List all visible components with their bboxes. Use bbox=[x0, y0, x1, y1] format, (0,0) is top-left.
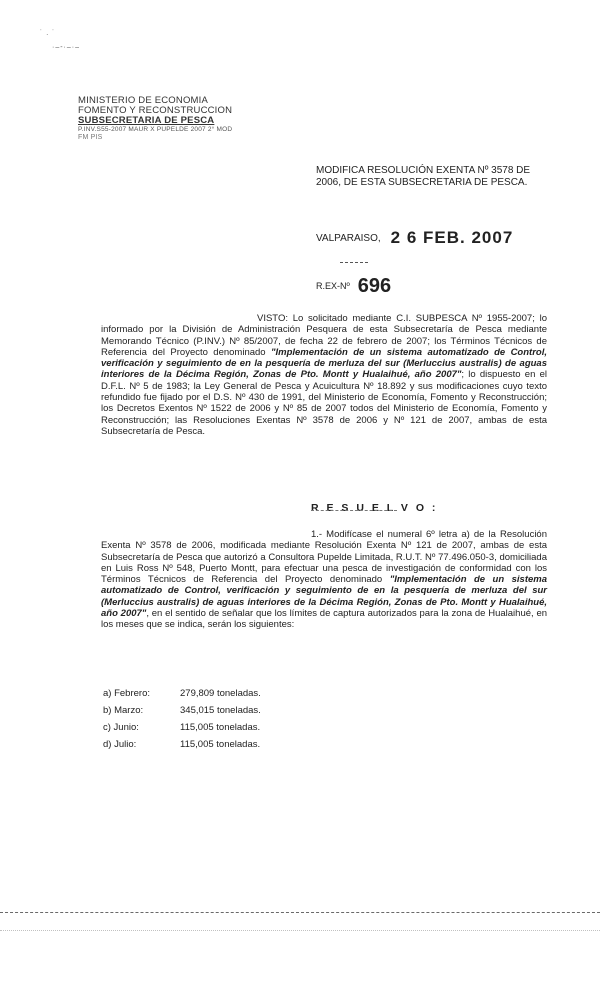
rex-mark bbox=[340, 262, 368, 264]
place: VALPARAISO, bbox=[316, 233, 381, 244]
resuelvo-heading: R E S U E L V O : bbox=[311, 502, 438, 514]
catch-month: c) Junio: bbox=[103, 722, 139, 733]
institution-ministry-sub: FOMENTO Y RECONSTRUCCION bbox=[78, 105, 233, 116]
initials-stamp: FM PIS bbox=[78, 134, 103, 141]
institution-header bbox=[78, 96, 232, 142]
resuelvo-underline bbox=[311, 510, 397, 511]
institution-subsecretaria: SUBSECRETARIA DE PESCA bbox=[78, 115, 215, 126]
document-subject: MODIFICA RESOLUCIÓN EXENTA Nº 3578 DE 2006, DE ESTA SUBSECRETARIA DE PESCA. bbox=[316, 165, 531, 188]
catch-tonnage: 115,005 toneladas. bbox=[180, 722, 261, 733]
list-item bbox=[103, 685, 310, 702]
catch-tonnage: 279,809 toneladas. bbox=[180, 688, 261, 699]
catch-limits-list bbox=[103, 685, 310, 753]
resolution-number: 696 bbox=[357, 275, 392, 297]
scan-edge-line bbox=[0, 912, 600, 913]
scan-edge-dots bbox=[0, 930, 600, 931]
resuelvo-item-1 bbox=[101, 529, 547, 631]
catch-month: d) Julio: bbox=[103, 739, 137, 750]
catch-tonnage: 115,005 toneladas. bbox=[180, 739, 261, 750]
item1-project-name: "Implementación de un sistema automatizado de Control, verificación y seguimiento de en la pesquería de merluza del sur (Merluccius australis) de aguas interiores de la Décima Región, Zonas de Pto. Montt y Hualaihué, año 2007" bbox=[101, 574, 547, 620]
visto-text-1: VISTO: Lo solicitado mediante C.I. SUBPESCA Nº 1955-2007; lo informado por la División de Administración Pesquera de esta Subsecretaría de Pesca mediante Memorando Técnico (P.INV.) Nº 85/2007, de fecha 22 de febrero de 2007; los Términos Técnicos de Referencia del Proyecto denominado bbox=[101, 313, 547, 358]
stamped-date: 2 6 FEB. 2007 bbox=[390, 228, 514, 247]
visto-text-2: ; lo dispuesto en el D.F.L. Nº 5 de 1983; la Ley General de Pesca y Acuicultura Nº 18.892 y sus modificaciones cuyo texto refundido fue fijado por el D.S. Nº 430 de 1991, del Ministerio de Economía, Fomento y Reconstrucción; los Decretos Exentos Nº 1522 de 2006 y Nº 85 de 2007 todos del Ministerio de Economía, Fomento y Reconstrucción; las Resoluciones Exentas Nº 3578 de 2006 y Nº 121 de 2007, ambas de esta Subsecretaría de Pesca. bbox=[101, 369, 547, 437]
catch-month: b) Marzo: bbox=[103, 705, 144, 716]
resolution-label: R.EX-Nº bbox=[316, 281, 350, 291]
catch-tonnage: 345,015 toneladas. bbox=[180, 705, 261, 716]
resolution-number-block bbox=[316, 272, 391, 295]
item1-text-2: , en el sentido de señalar que los límites de captura autorizados para la zona de Hualaihué, en los meses que se indica, serán los siguientes: bbox=[101, 608, 548, 631]
list-item bbox=[103, 736, 310, 753]
list-item bbox=[103, 719, 310, 736]
visto-project-name: "Implementación de un sistema automatizado de Control, verificación y seguimiento de en la pesquería de merluza del sur (Merluccius australis) de aguas interiores de la Décima Región, Zonas de Pto. Montt y Hualaihué, año 2007" bbox=[101, 346, 547, 381]
visto-paragraph bbox=[101, 313, 547, 437]
item1-text-1: 1.- Modifícase el numeral 6º letra a) de la Resolución Exenta Nº 3578 de 2006, modificada mediante Resolución Exenta Nº 121 de 2007, ambas de esta Subsecretaría de Pesca que autorizó a Consultora Pupelde Limitada, R.U.T. Nº 77.496.050-3, domiciliada en Luis Ross Nº 548, Puerto Montt, para efectuar una pesca de investigación de conformidad con los Términos Técnicos de Referencia del Proyecto denominado bbox=[101, 529, 547, 586]
list-item bbox=[103, 702, 310, 719]
catch-month: a) Febrero: bbox=[103, 688, 150, 699]
scan-artifact-top: ˙ . ˙ bbox=[40, 30, 56, 37]
reference-code: P.INV.S55-2007 MAUR X PUPELDE 2007 2° MOD bbox=[78, 126, 233, 133]
scan-artifact-dash: ·–‐·–·– bbox=[52, 44, 81, 51]
place-date bbox=[316, 226, 513, 246]
institution-ministry: MINISTERIO DE ECONOMIA bbox=[78, 95, 209, 106]
